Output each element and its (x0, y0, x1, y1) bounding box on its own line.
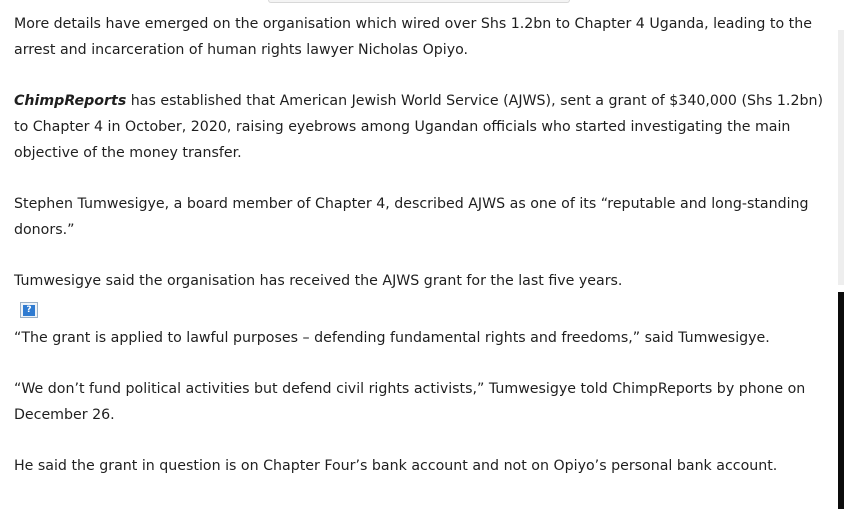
publication-name: ChimpReports (14, 93, 127, 109)
paragraph-board-member: Stephen Tumwesigye, a board member of Chapter 4, described AJWS as one of its “reputable and long-standing donors.” (14, 196, 809, 238)
top-toolbar-edge (268, 0, 570, 3)
broken-image-icon[interactable] (20, 302, 38, 318)
paragraph-grant-details (14, 88, 829, 166)
paragraph-grant-details-text: has established that American Jewish World Service (AJWS), sent a grant of $340,000 (Shs 1.2bn) to Chapter 4 in October, 2020, raising eyebrows among Ugandan officials who started investigating the main objective of the money transfer. (14, 93, 823, 161)
paragraph-lawful-purposes: “The grant is applied to lawful purposes – defending fundamental rights and freedoms,” said Tumwesigye. (14, 330, 770, 346)
paragraph-intro: More details have emerged on the organisation which wired over Shs 1.2bn to Chapter 4 Uganda, leading to the arrest and incarceration of human rights lawyer Nicholas Opiyo. (14, 16, 812, 58)
paragraph-bank-account: He said the grant in question is on Chapter Four’s bank account and not on Opiyo’s personal bank account. (14, 458, 778, 474)
side-panel-edge (838, 292, 844, 509)
article-body (14, 11, 829, 504)
paragraph-five-years: Tumwesigye said the organisation has received the AJWS grant for the last five years. (14, 273, 623, 289)
scrollbar-track[interactable] (838, 30, 844, 285)
question-mark-icon: ? (23, 305, 35, 316)
paragraph-political-activities: “We don’t fund political activities but defend civil rights activists,” Tumwesigye told ChimpReports by phone on December 26. (14, 381, 806, 423)
